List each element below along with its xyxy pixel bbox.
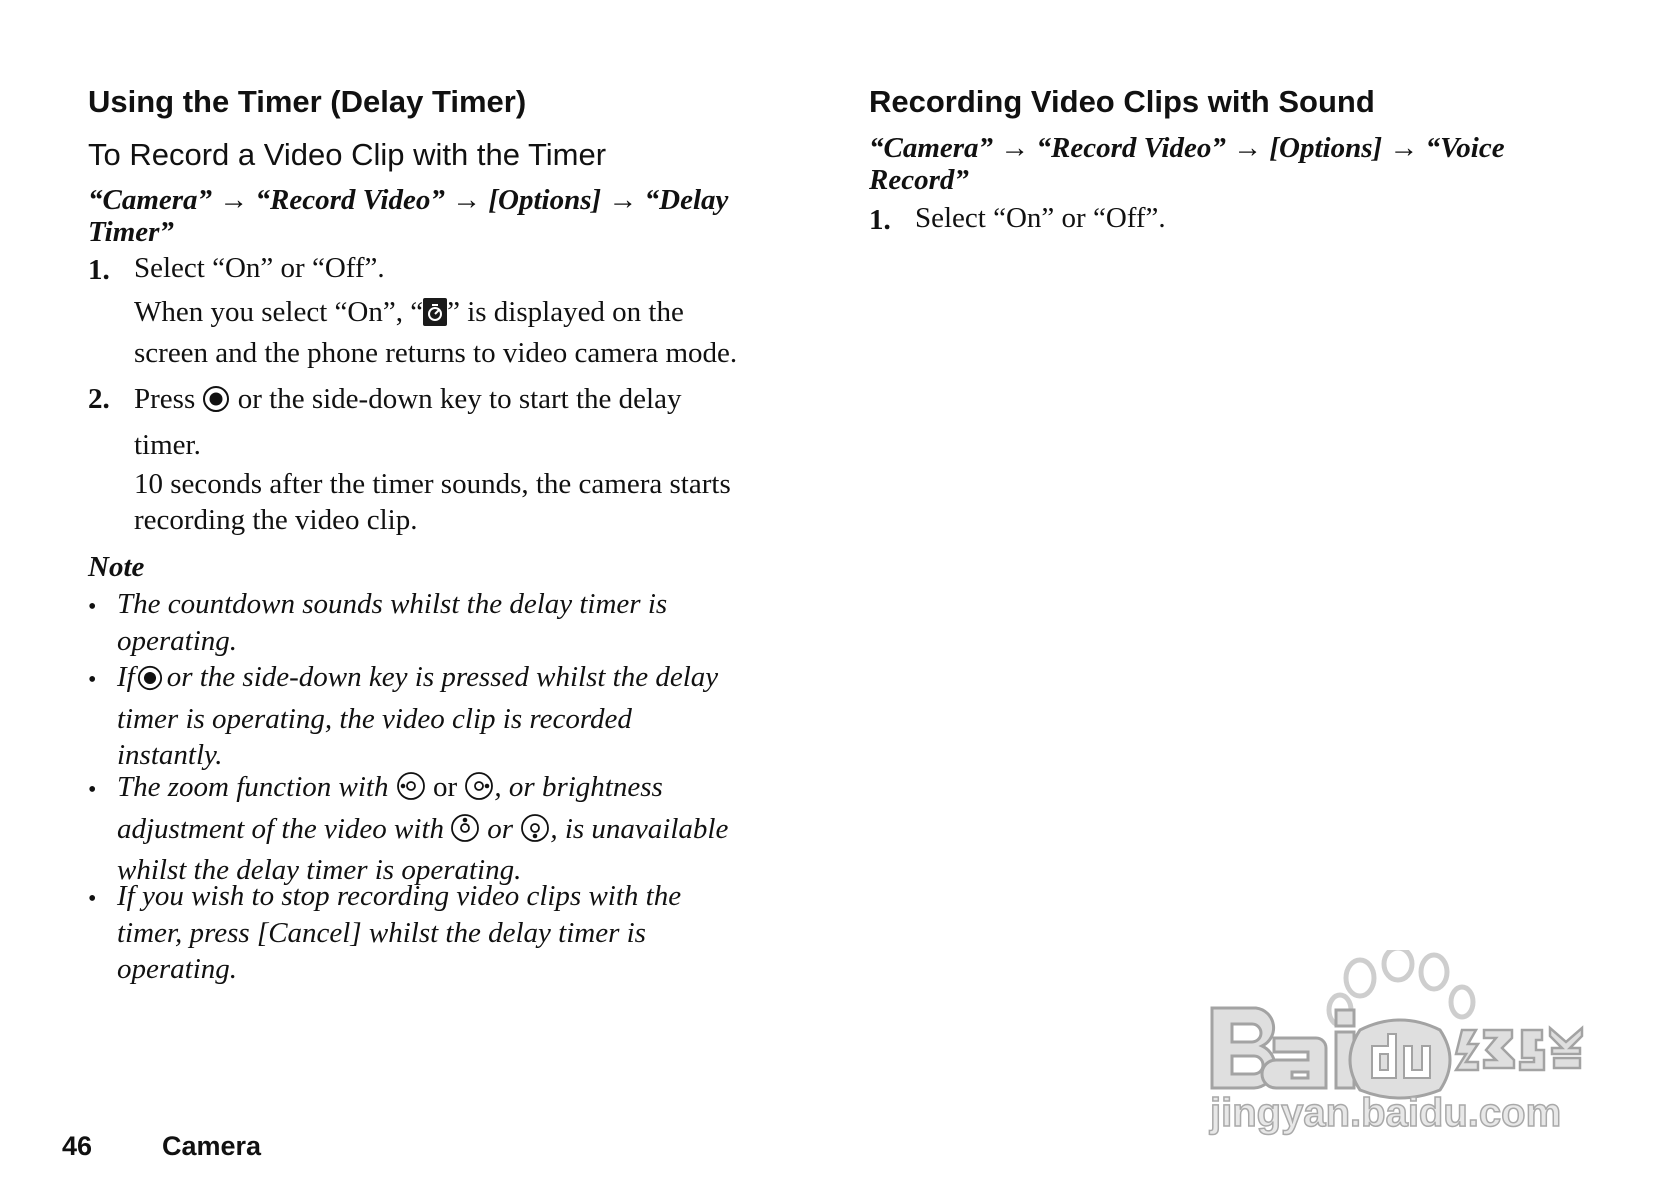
note-text: or — [487, 812, 514, 845]
note-text: instantly. — [117, 739, 223, 771]
note-text: timer is operating, the video clip is recorded — [117, 702, 632, 735]
note-item — [117, 878, 681, 988]
note-item — [117, 586, 667, 659]
note-text: operating. — [117, 953, 238, 985]
step-number: 2. — [88, 383, 110, 415]
chapter-name: Camera — [162, 1131, 262, 1161]
menu-path-line: Timer” — [88, 216, 174, 248]
nav-down-key-icon — [520, 813, 550, 853]
nav-up-key-icon — [450, 813, 480, 853]
note-text: The zoom function with — [117, 771, 389, 803]
menu-path-line: Record” — [869, 164, 969, 196]
step-text-part: or the side-down key to start the delay — [237, 383, 682, 415]
note-item — [117, 769, 728, 889]
menu-path — [88, 184, 728, 248]
step-detail-text: screen and the phone returns to video camera mode. — [134, 337, 738, 369]
note-text: , or brightness — [494, 771, 663, 803]
note-heading: Note — [88, 551, 145, 583]
note-text: , is unavailable — [550, 812, 729, 845]
nav-right-key-icon — [464, 771, 494, 811]
note-text: operating. — [117, 624, 238, 657]
step-detail — [134, 294, 824, 371]
center-select-key-icon — [202, 384, 230, 425]
bullet: • — [88, 777, 97, 803]
note-text: or — [432, 771, 458, 803]
bullet: • — [88, 886, 97, 912]
section-title-voice-record: Recording Video Clips with Sound — [869, 84, 1375, 119]
step-text: Select “On” or “Off”. — [134, 252, 385, 284]
step-detail — [134, 466, 731, 538]
step-detail-text: When you select “On”, “ — [134, 296, 424, 328]
nav-left-key-icon — [396, 771, 426, 811]
baidu-paw-logo-icon — [1200, 950, 1600, 1140]
note-text: If you wish to stop recording video clips with the — [117, 880, 682, 912]
step-text — [134, 379, 824, 466]
note-text: The countdown sounds whilst the delay timer is — [117, 588, 668, 620]
baidu-jingyan-watermark — [1200, 950, 1600, 1140]
bullet: • — [88, 667, 97, 693]
menu-path-line: “Camera” → “Record Video” → [Options] → “Voice — [869, 132, 1505, 164]
page-number: 46 — [62, 1131, 93, 1161]
step-detail-text: recording the video clip. — [134, 504, 418, 536]
watermark-url: jingyan.baidu.com — [1210, 1091, 1562, 1135]
step-detail-text: 10 seconds after the timer sounds, the camera starts — [134, 468, 731, 500]
subsection-title: To Record a Video Clip with the Timer — [88, 137, 607, 172]
note-text: timer, press [Cancel] whilst the delay timer is — [117, 916, 646, 949]
menu-path — [869, 132, 1505, 196]
step-text: Select “On” or “Off”. — [915, 202, 1166, 234]
delay-timer-icon — [423, 298, 447, 335]
section-title-delay-timer: Using the Timer (Delay Timer) — [88, 84, 527, 119]
note-text: If — [117, 661, 135, 693]
step-text-part: Press — [134, 383, 196, 415]
note-text: adjustment of the video with — [117, 812, 445, 845]
note-item — [117, 659, 718, 774]
center-select-key-icon — [137, 664, 163, 701]
step-text-part: timer. — [134, 429, 201, 461]
menu-path-line: “Camera” → “Record Video” → [Options] → “Delay — [88, 184, 729, 216]
note-text: whilst the delay timer is operating. — [117, 854, 522, 886]
step-number: 1. — [869, 204, 891, 236]
step-number: 1. — [88, 254, 110, 286]
step-detail-text: ” is displayed on the — [447, 296, 684, 328]
bullet: • — [88, 594, 97, 620]
note-text: or the side-down key is pressed whilst the delay — [166, 661, 719, 693]
